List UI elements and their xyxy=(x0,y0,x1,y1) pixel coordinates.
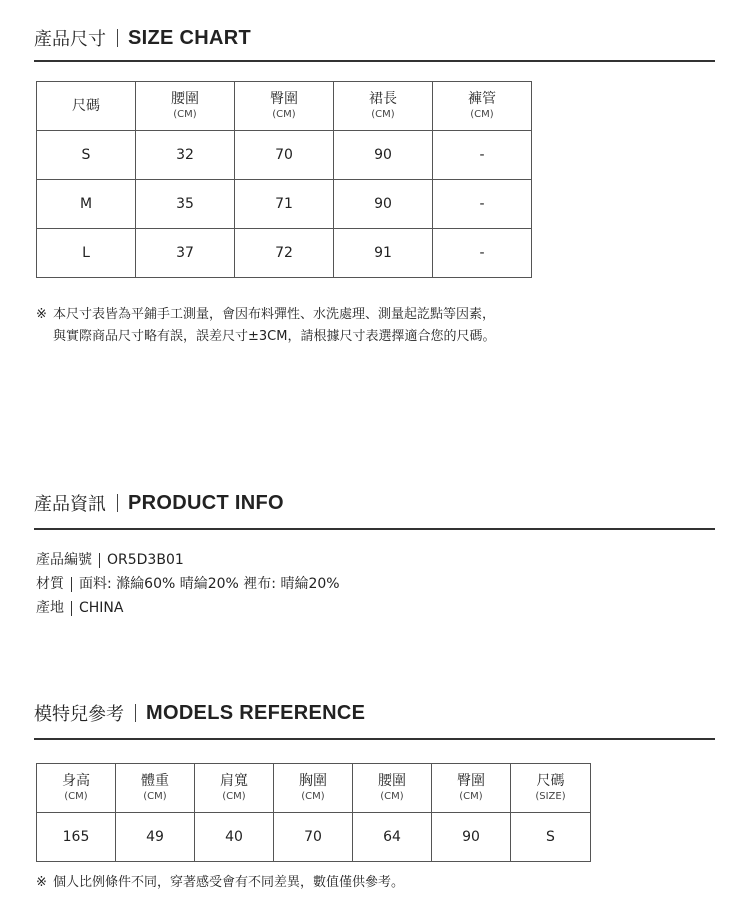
product-info-list xyxy=(36,548,340,620)
info-value: CHINA xyxy=(79,600,124,616)
header-cell xyxy=(136,82,235,131)
table-cell: 35 xyxy=(136,180,235,229)
note-text: 本尺寸表皆為平鋪手工測量，會因布料彈性、水洗處理、測量起訖點等因素， xyxy=(53,307,496,322)
note-text: 個人比例條件不同，穿著感受會有不同差異，數值僅供參考。 xyxy=(53,875,405,890)
product-info-title xyxy=(34,489,284,517)
header-cell xyxy=(37,82,136,131)
table-cell: 72 xyxy=(235,229,334,278)
header-unit: (CM) xyxy=(470,108,494,120)
header-label: 身高 xyxy=(62,772,90,789)
size-chart-title-en: SIZE CHART xyxy=(128,26,251,49)
section-rule xyxy=(34,528,715,530)
table-cell: 70 xyxy=(274,813,353,862)
title-divider xyxy=(117,494,118,512)
table-row xyxy=(37,813,591,862)
header-unit: (CM) xyxy=(272,108,296,120)
info-divider xyxy=(71,577,72,592)
note-mark: ※ xyxy=(36,875,47,890)
header-cell xyxy=(511,764,591,813)
header-unit: (SIZE) xyxy=(535,790,566,802)
info-label: 產品編號 xyxy=(36,552,92,568)
info-value: 面料: 滌綸60% 晴綸20% 裡布: 晴綸20% xyxy=(79,576,340,592)
product-info-title-en: PRODUCT INFO xyxy=(128,491,284,514)
header-label: 裙長 xyxy=(369,90,397,107)
header-cell xyxy=(195,764,274,813)
size-chart-table xyxy=(36,81,532,278)
header-unit: (CM) xyxy=(64,790,88,802)
header-label: 體重 xyxy=(141,772,169,789)
models-reference-title-en: MODELS REFERENCE xyxy=(146,701,366,724)
product-info-title-zh: 產品資訊 xyxy=(34,494,106,515)
table-cell: S xyxy=(37,131,136,180)
models-reference-title xyxy=(34,699,365,727)
header-label: 腰圍 xyxy=(171,90,199,107)
models-reference-table xyxy=(36,763,591,862)
header-cell xyxy=(353,764,432,813)
table-cell: 90 xyxy=(334,131,433,180)
table-cell: 32 xyxy=(136,131,235,180)
header-label: 尺碼 xyxy=(536,772,565,789)
info-row-origin xyxy=(36,596,340,620)
header-unit: (CM) xyxy=(222,790,246,802)
table-cell: L xyxy=(37,229,136,278)
table-cell: 91 xyxy=(334,229,433,278)
models-reference-note xyxy=(36,872,404,894)
header-cell xyxy=(274,764,353,813)
section-rule xyxy=(34,60,715,62)
header-label: 尺碼 xyxy=(72,97,100,114)
header-label: 胸圍 xyxy=(299,772,327,789)
table-cell: M xyxy=(37,180,136,229)
table-cell: 70 xyxy=(235,131,334,180)
title-divider xyxy=(135,704,136,722)
header-label: 腰圍 xyxy=(378,772,406,789)
info-label: 產地 xyxy=(36,600,64,616)
header-unit: (CM) xyxy=(143,790,167,802)
info-row-material xyxy=(36,572,340,596)
header-label: 肩寬 xyxy=(220,772,248,789)
table-row xyxy=(37,180,532,229)
header-unit: (CM) xyxy=(459,790,483,802)
header-cell xyxy=(432,764,511,813)
size-chart-note xyxy=(36,304,495,348)
info-value: OR5D3B01 xyxy=(107,552,184,568)
table-cell: 90 xyxy=(432,813,511,862)
note-line xyxy=(36,326,495,348)
table-row xyxy=(37,131,532,180)
info-row-product-code xyxy=(36,548,340,572)
header-cell xyxy=(235,82,334,131)
info-divider xyxy=(71,601,72,616)
header-label: 褲管 xyxy=(468,90,496,107)
table-cell: - xyxy=(433,180,532,229)
header-cell xyxy=(37,764,116,813)
section-rule xyxy=(34,738,715,740)
header-unit: (CM) xyxy=(380,790,404,802)
models-header-row xyxy=(37,764,591,813)
note-line xyxy=(36,304,495,326)
header-label: 臀圍 xyxy=(270,90,298,107)
header-unit: (CM) xyxy=(371,108,395,120)
size-chart-header-row xyxy=(37,82,532,131)
table-cell: 165 xyxy=(37,813,116,862)
header-label: 臀圍 xyxy=(457,772,485,789)
table-cell: - xyxy=(433,131,532,180)
table-cell: 40 xyxy=(195,813,274,862)
note-text: 與實際商品尺寸略有誤，誤差尺寸±3CM，請根據尺寸表選擇適合您的尺碼。 xyxy=(53,329,496,344)
table-cell: 37 xyxy=(136,229,235,278)
table-cell: 64 xyxy=(353,813,432,862)
header-cell xyxy=(116,764,195,813)
header-unit: (CM) xyxy=(301,790,325,802)
info-label: 材質 xyxy=(36,576,64,592)
table-cell: S xyxy=(511,813,591,862)
header-cell xyxy=(334,82,433,131)
size-chart-title-zh: 產品尺寸 xyxy=(34,29,106,50)
table-cell: 90 xyxy=(334,180,433,229)
table-cell: 71 xyxy=(235,180,334,229)
header-unit: (CM) xyxy=(173,108,197,120)
header-cell xyxy=(433,82,532,131)
table-row xyxy=(37,229,532,278)
note-mark: ※ xyxy=(36,307,47,322)
table-cell: - xyxy=(433,229,532,278)
info-divider xyxy=(99,553,100,568)
table-cell: 49 xyxy=(116,813,195,862)
size-chart-title xyxy=(34,24,251,52)
title-divider xyxy=(117,29,118,47)
models-reference-title-zh: 模特兒參考 xyxy=(34,704,124,725)
